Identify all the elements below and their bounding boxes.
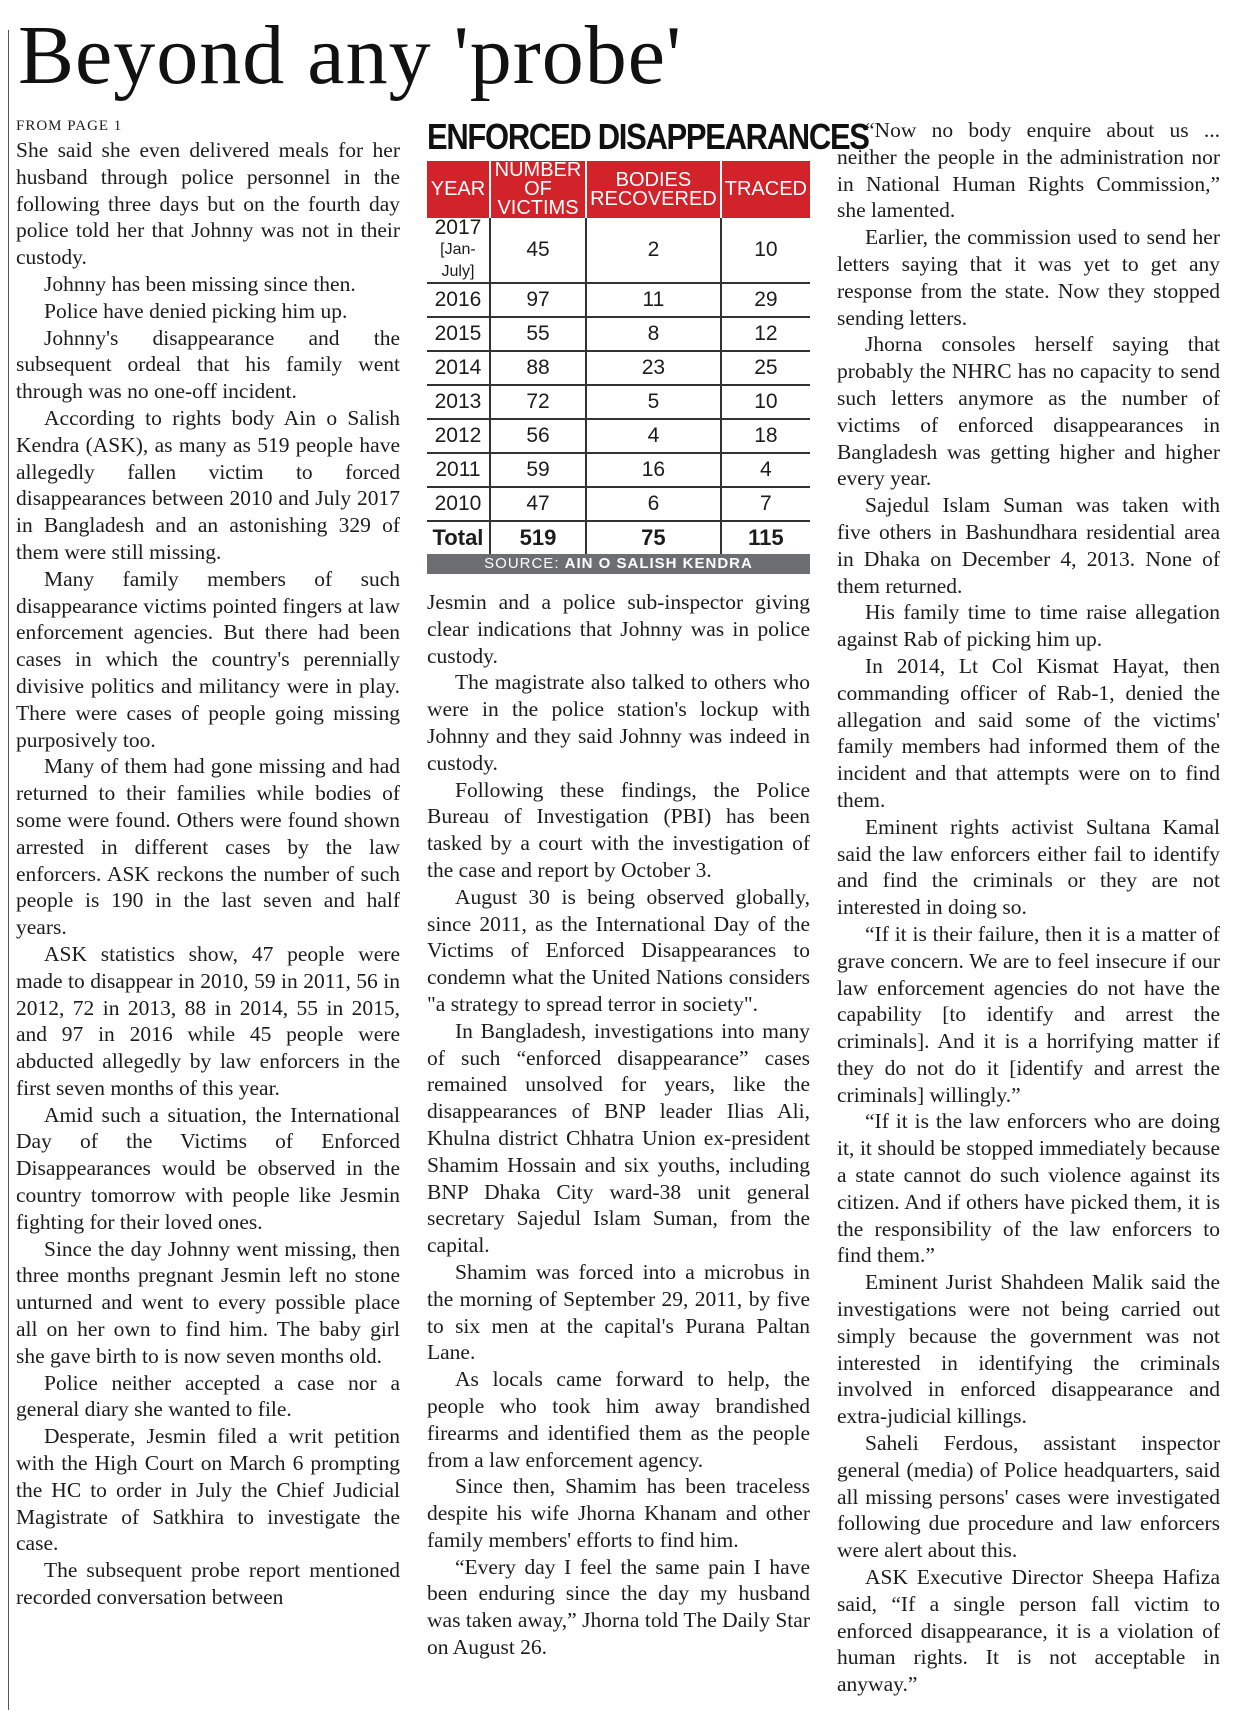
- paragraph: Police neither accepted a case nor a general diary she wanted to file.: [16, 1370, 400, 1422]
- bodies-cell: 11: [586, 283, 721, 317]
- year-cell: 2010: [427, 487, 490, 521]
- victims-cell: 56: [490, 419, 586, 453]
- total-label: Total: [432, 525, 484, 550]
- paragraph: Many of them had gone missing and had returned to their families while bodies of some were found. Others were found shown arrested in different cases by the law enforcers. ASK reckons the number of such people is 190 in the last seven and half years.: [16, 754, 400, 940]
- traced-cell: 7: [721, 487, 810, 521]
- table-row: [427, 453, 810, 487]
- bodies-cell: 6: [586, 487, 721, 521]
- paragraph: Shamim was forced into a microbus in the morning of September 29, 2011, by five to six men at the capital's Purana Paltan Lane.: [427, 1259, 810, 1365]
- victims-cell: 88: [490, 351, 586, 385]
- article-column-3: [837, 117, 1220, 1717]
- traced-cell: 4: [721, 453, 810, 487]
- paragraph: “If it is the law enforcers who are doing it, it should be stopped immediately because a state cannot do such violence against its citizen. And if others have picked them, it is the responsibility of the law enforcers to find them.”: [837, 1109, 1220, 1268]
- kicker: FROM PAGE 1: [16, 118, 123, 134]
- article-column-2: [427, 589, 810, 1717]
- paragraph: Johnny has been missing since then.: [44, 271, 356, 296]
- paragraph: Desperate, Jesmin filed a writ petition with the High Court on March 6 prompting the HC to order in July the Chief Judicial Magistrate of Satkhira to investigate the case.: [16, 1424, 400, 1556]
- year-cell: [427, 218, 490, 283]
- table-total-row: [427, 521, 810, 554]
- paragraph: “If it is their failure, then it is a matter of grave concern. We are to feel insecure if our law enforcement agencies do not have the capability [to identify and arrest the criminals]. And it is a horrifying matter if they do not do it [identify and arrest the criminals] willingly.”: [837, 921, 1220, 1107]
- table-row: [427, 385, 810, 419]
- paragraph: Amid such a situation, the International Day of the Victims of Enforced Disappearances would be observed in the country tomorrow with people like Jesmin fighting for their loved ones.: [16, 1102, 400, 1234]
- table-row: [427, 283, 810, 317]
- table-row: [427, 218, 810, 283]
- source-label: SOURCE:: [484, 555, 560, 572]
- year-cell: 2014: [427, 351, 490, 385]
- table-row: [427, 351, 810, 385]
- header-victims: NUMBER OF VICTIMS: [490, 161, 586, 218]
- paragraph: Sajedul Islam Suman was taken with five others in Bashundhara residential area in Dhaka on December 4, 2013. None of them returned.: [837, 493, 1220, 598]
- paragraph: Earlier, the commission used to send her letters saying that it was yet to get any response from the state. Now they stopped sending letters.: [837, 225, 1220, 330]
- victims-cell: 45: [490, 218, 586, 283]
- paragraph: ASK statistics show, 47 people were made to disappear in 2010, 59 in 2011, 56 in 2012, 72 in 2013, 88 in 2014, 55 in 2015, and 97 in 2016 while 45 people were abducted allegedly by law enforcers in the first seven months of this year.: [16, 941, 400, 1100]
- paragraph: ASK Executive Director Sheepa Hafiza said, “If a single person fall victim to enforced disappearance, it is a violation of human rights. It is not acceptable in anyway.”: [837, 1565, 1220, 1697]
- traced-cell: 25: [721, 351, 810, 385]
- bodies-cell: 23: [586, 351, 721, 385]
- bodies-cell: 8: [586, 317, 721, 351]
- year-cell: 2016: [427, 283, 490, 317]
- total-traced: 115: [721, 521, 810, 554]
- traced-cell: 18: [721, 419, 810, 453]
- disappearances-table: [427, 161, 810, 554]
- paragraph: Many family members of such disappearance victims pointed fingers at law enforcement agencies. But there had been cases in which the country's perennially divisive politics and militancy were in play. There were cases of people going missing purposively too.: [16, 566, 400, 752]
- disappearances-table-box: [427, 116, 869, 574]
- paragraph: “Every day I feel the same pain I have been enduring since the day my husband was taken away,” Jhorna told The Daily Star on August 26.: [427, 1554, 810, 1660]
- victims-cell: 55: [490, 317, 586, 351]
- table-row: [427, 419, 810, 453]
- source-name: AIN O SALISH KENDRA: [564, 555, 753, 572]
- header-traced: TRACED: [721, 161, 810, 218]
- traced-cell: 10: [721, 385, 810, 419]
- bodies-cell: 4: [586, 419, 721, 453]
- paragraph: Since then, Shamim has been traceless despite his wife Jhorna Khanam and other family members' efforts to find him.: [427, 1474, 810, 1552]
- article-column-1: [16, 117, 400, 1717]
- paragraph: According to rights body Ain o Salish Kendra (ASK), as many as 519 people have allegedly fallen victim to forced disappearances between 2010 and July 2017 in Bangladesh and an astonishing 329 of them were still missing.: [16, 405, 400, 564]
- year-value: 2017: [434, 216, 482, 239]
- paragraph: The magistrate also talked to others who were in the police station's lockup with Johnny and they said Johnny was indeed in custody.: [427, 670, 810, 775]
- year-period: [Jan-July]: [440, 241, 476, 280]
- paragraph: Following these findings, the Police Bureau of Investigation (PBI) has been tasked by a court with the investigation of the case and report by October 3.: [427, 777, 810, 882]
- table-row: [427, 487, 810, 521]
- table-header-row: [427, 161, 810, 218]
- paragraph: “Now no body enquire about us ... neither the people in the administration nor in National Human Rights Commission,” she lamented.: [837, 118, 1220, 223]
- victims-cell: 97: [490, 283, 586, 317]
- headline: Beyond any 'probe': [18, 9, 683, 102]
- bodies-cell: 5: [586, 385, 721, 419]
- paragraph: Johnny's disappearance and the subsequent ordeal that his family went through was no one-off incident.: [16, 325, 400, 404]
- year-cell: 2013: [427, 385, 490, 419]
- year-cell: 2015: [427, 317, 490, 351]
- traced-cell: 12: [721, 317, 810, 351]
- paragraph: Since the day Johnny went missing, then three months pregnant Jesmin left no stone unturned and went to every possible place all on her own to find him. The baby girl she gave birth to is now seven months old.: [16, 1236, 400, 1368]
- traced-cell: 10: [721, 218, 810, 283]
- victims-cell: 72: [490, 385, 586, 419]
- total-victims: 519: [490, 521, 586, 554]
- paragraph: In Bangladesh, investigations into many of such “enforced disappearance” cases remained unsolved for years, like the disappearances of BNP leader Ilias Ali, Khulna district Chhatra Union ex-president Shamim Hossain and six youths, including BNP Dhaka City ward-38 unit general secretary Sajedul Islam Suman, from the capital.: [427, 1018, 810, 1258]
- victims-cell: 47: [490, 487, 586, 521]
- header-year: YEAR: [427, 161, 490, 218]
- left-column-rule: [8, 30, 9, 1710]
- paragraph: Eminent Jurist Shahdeen Malik said the investigations were not being carried out simply because the government was not interested in identifying the criminals involved in enforced disappearance and extra-judicial killings.: [837, 1270, 1220, 1429]
- paragraph: The subsequent probe report mentioned recorded conversation between: [16, 1558, 400, 1610]
- paragraph: In 2014, Lt Col Kismat Hayat, then commanding officer of Rab-1, denied the allegation and said some of the victims' family members had informed them of the incident and that attempts were on to find them.: [837, 653, 1220, 812]
- traced-cell: 29: [721, 283, 810, 317]
- table-title: ENFORCED DISAPPEARANCES: [427, 116, 869, 157]
- paragraph: Saheli Ferdous, assistant inspector general (media) of Police headquarters, said all missing persons' cases were investigated following due procedure and law enforcers were alert about this.: [837, 1431, 1220, 1563]
- paragraph: Police have denied picking him up.: [44, 298, 348, 323]
- year-cell: 2011: [427, 453, 490, 487]
- year-cell: 2012: [427, 419, 490, 453]
- paragraph: Eminent rights activist Sultana Kamal said the law enforcers either fail to identify and find the criminals or they are not interested in doing so.: [837, 814, 1220, 920]
- paragraph: As locals came forward to help, the people who took him away brandished firearms and identified them as the people from a law enforcement agency.: [427, 1367, 810, 1472]
- paragraph: She said she even delivered meals for her husband through police personnel in the following three days but on the fourth day police told her that Johnny was not in their custody.: [16, 138, 400, 270]
- paragraph: Jhorna consoles herself saying that probably the NHRC has no capacity to send such letters anymore as the number of victims of enforced disappearances in Bangladesh was getting higher and higher every year.: [837, 332, 1220, 491]
- paragraph: His family time to time raise allegation against Rab of picking him up.: [837, 600, 1220, 652]
- header-bodies: BODIES RECOVERED: [586, 161, 721, 218]
- table-row: [427, 317, 810, 351]
- paragraph: Jesmin and a police sub-inspector giving clear indications that Johnny was in police custody.: [427, 590, 810, 668]
- victims-cell: 59: [490, 453, 586, 487]
- table-source: [427, 554, 810, 574]
- paragraph: August 30 is being observed globally, since 2011, as the International Day of the Victims of Enforced Disappearances to condemn what the United Nations considers "a strategy to spread terror in society".: [427, 884, 810, 1016]
- bodies-cell: 16: [586, 453, 721, 487]
- total-bodies: 75: [586, 521, 721, 554]
- bodies-cell: 2: [586, 218, 721, 283]
